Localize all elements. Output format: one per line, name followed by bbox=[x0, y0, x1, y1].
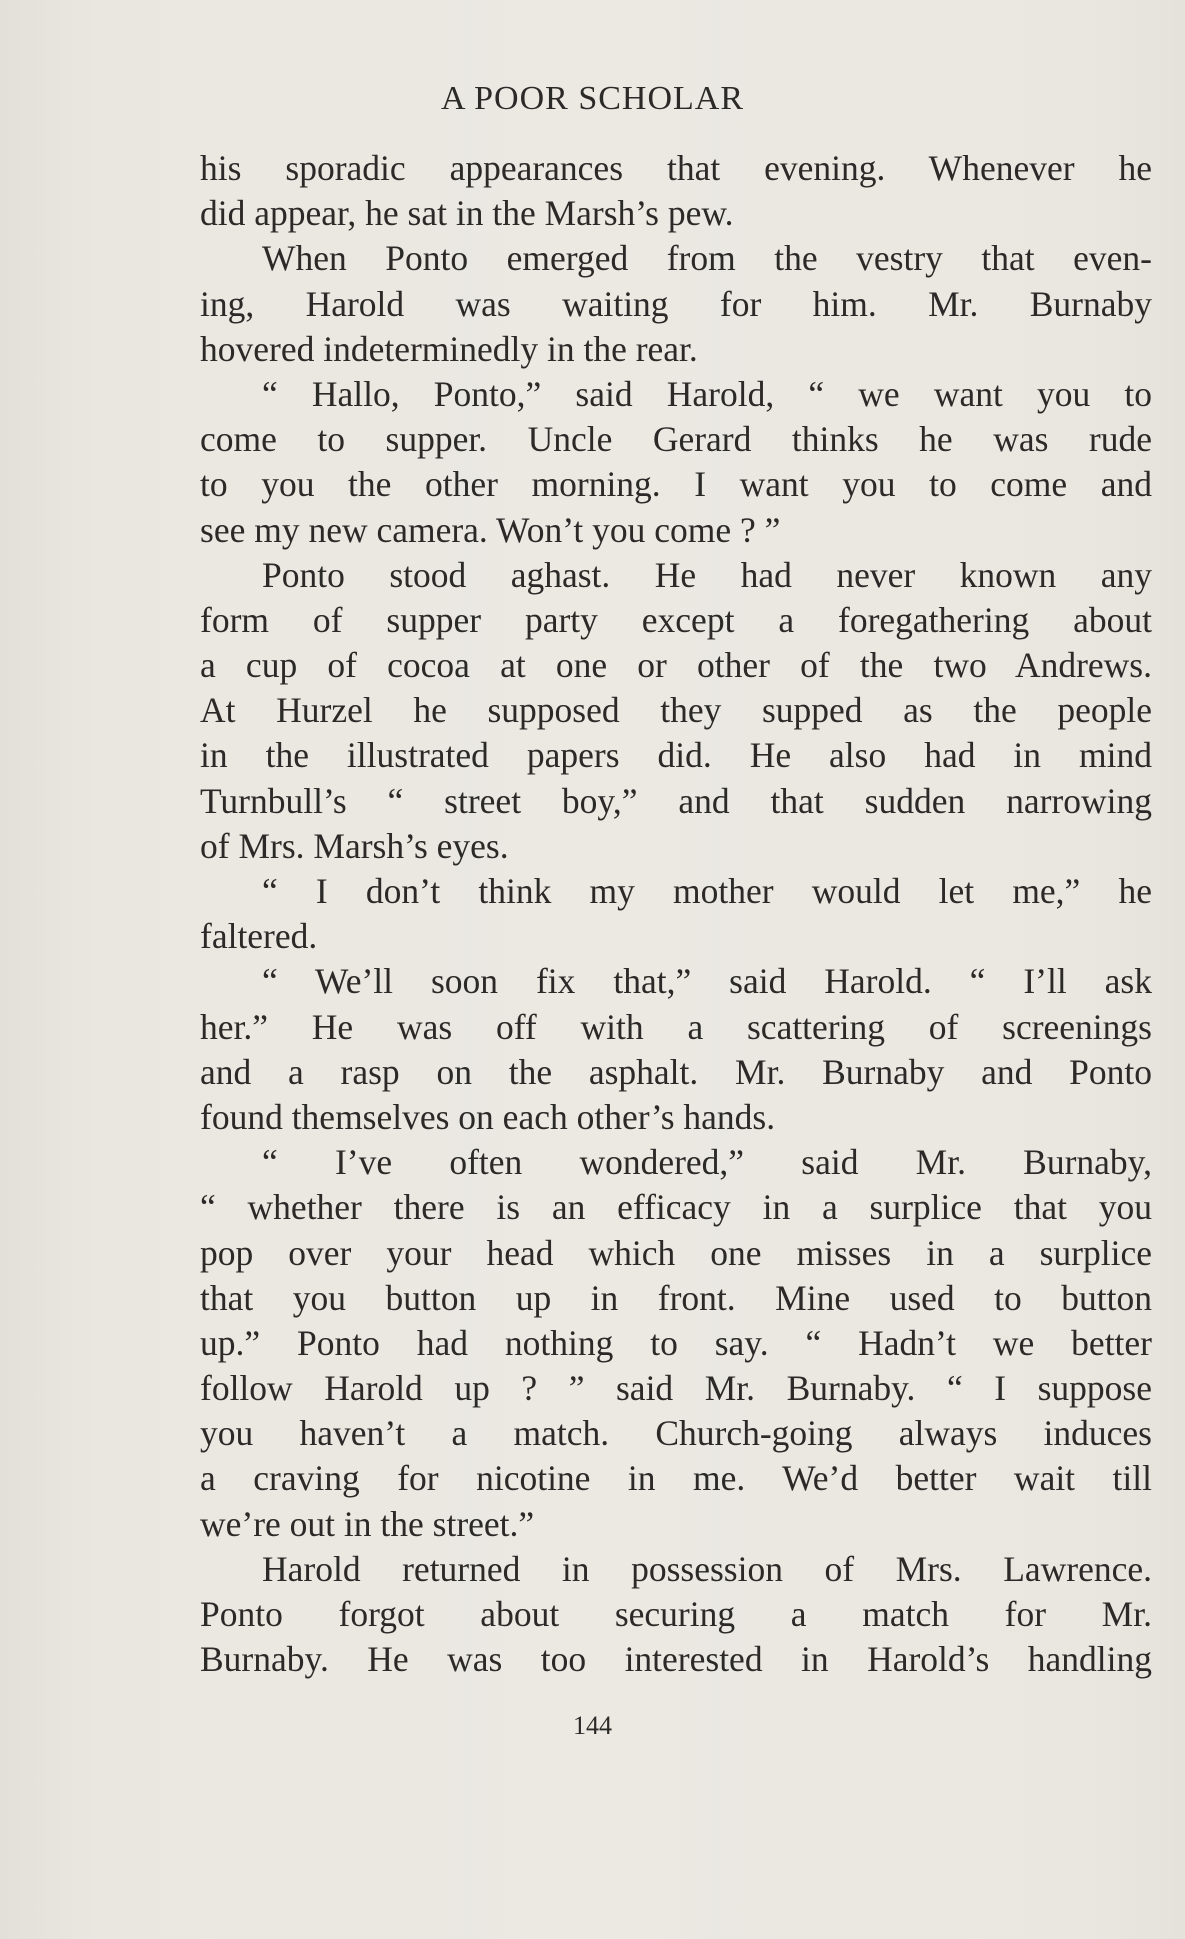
body-text bbox=[200, 146, 1152, 1682]
text-line: At Hurzel he supposed they supped as the people bbox=[200, 690, 1152, 731]
text-line: see my new camera. Won’t you come ? ” bbox=[200, 509, 781, 550]
text-line: found themselves on each other’s hands. bbox=[200, 1096, 776, 1137]
text-line: come to supper. Uncle Gerard thinks he was rude bbox=[200, 419, 1152, 460]
running-head: A POOR SCHOLAR bbox=[440, 80, 745, 117]
text-line: hovered indeterminedly in the rear. bbox=[200, 328, 698, 369]
text-line: Ponto forgot about securing a match for Mr. bbox=[200, 1594, 1152, 1634]
text-line: her.” He was off with a scattering of screenings bbox=[200, 1006, 1152, 1047]
text-line: form of supper party except a foregathering about bbox=[200, 599, 1152, 640]
text-line: “ I’ve often wondered,” said Mr. Burnaby, bbox=[262, 1142, 1152, 1183]
text-line: up.” Ponto had nothing to say. “ Hadn’t we better bbox=[200, 1322, 1152, 1363]
page-number: 144 bbox=[573, 1711, 612, 1740]
text-line: did appear, he sat in the Marsh’s pew. bbox=[200, 193, 734, 234]
text-line: “ We’ll soon fix that,” said Harold. “ I’ll ask bbox=[262, 961, 1152, 1002]
text-line: to you the other morning. I want you to come and bbox=[200, 464, 1152, 505]
text-line: and a rasp on the asphalt. Mr. Burnaby and Ponto bbox=[200, 1051, 1152, 1092]
text-line: Burnaby. He was too interested in Harold’s handling bbox=[200, 1639, 1152, 1680]
text-line: follow Harold up ? ” said Mr. Burnaby. “ I suppose bbox=[200, 1368, 1152, 1409]
text-line: in the illustrated papers did. He also had in mind bbox=[200, 735, 1152, 776]
text-line: Harold returned in possession of Mrs. Lawrence. bbox=[262, 1548, 1152, 1589]
text-line: of Mrs. Marsh’s eyes. bbox=[200, 825, 509, 866]
text-line: faltered. bbox=[200, 916, 318, 957]
text-line: a cup of cocoa at one or other of the two Andrews. bbox=[200, 645, 1152, 686]
text-line: When Ponto emerged from the vestry that even- bbox=[262, 238, 1152, 279]
text-line: “ whether there is an efficacy in a surplice that you bbox=[200, 1187, 1152, 1228]
text-line: pop over your head which one misses in a surplice bbox=[200, 1232, 1152, 1273]
text-line: ing, Harold was waiting for him. Mr. Burnaby bbox=[200, 283, 1152, 324]
text-line: we’re out in the street.” bbox=[200, 1503, 535, 1544]
text-line: his sporadic appearances that evening. Whenever he bbox=[200, 148, 1152, 188]
text-line: that you button up in front. Mine used to button bbox=[200, 1277, 1152, 1318]
text-line: Ponto stood aghast. He had never known any bbox=[262, 554, 1152, 595]
text-line: you haven’t a match. Church-going always induces bbox=[200, 1413, 1152, 1454]
text-line: a craving for nicotine in me. We’d better wait till bbox=[200, 1458, 1152, 1499]
text-line: “ Hallo, Ponto,” said Harold, “ we want you to bbox=[262, 373, 1152, 414]
text-line: “ I don’t think my mother would let me,” he bbox=[262, 871, 1152, 911]
text-line: Turnbull’s “ street boy,” and that sudden narrowing bbox=[200, 780, 1152, 821]
